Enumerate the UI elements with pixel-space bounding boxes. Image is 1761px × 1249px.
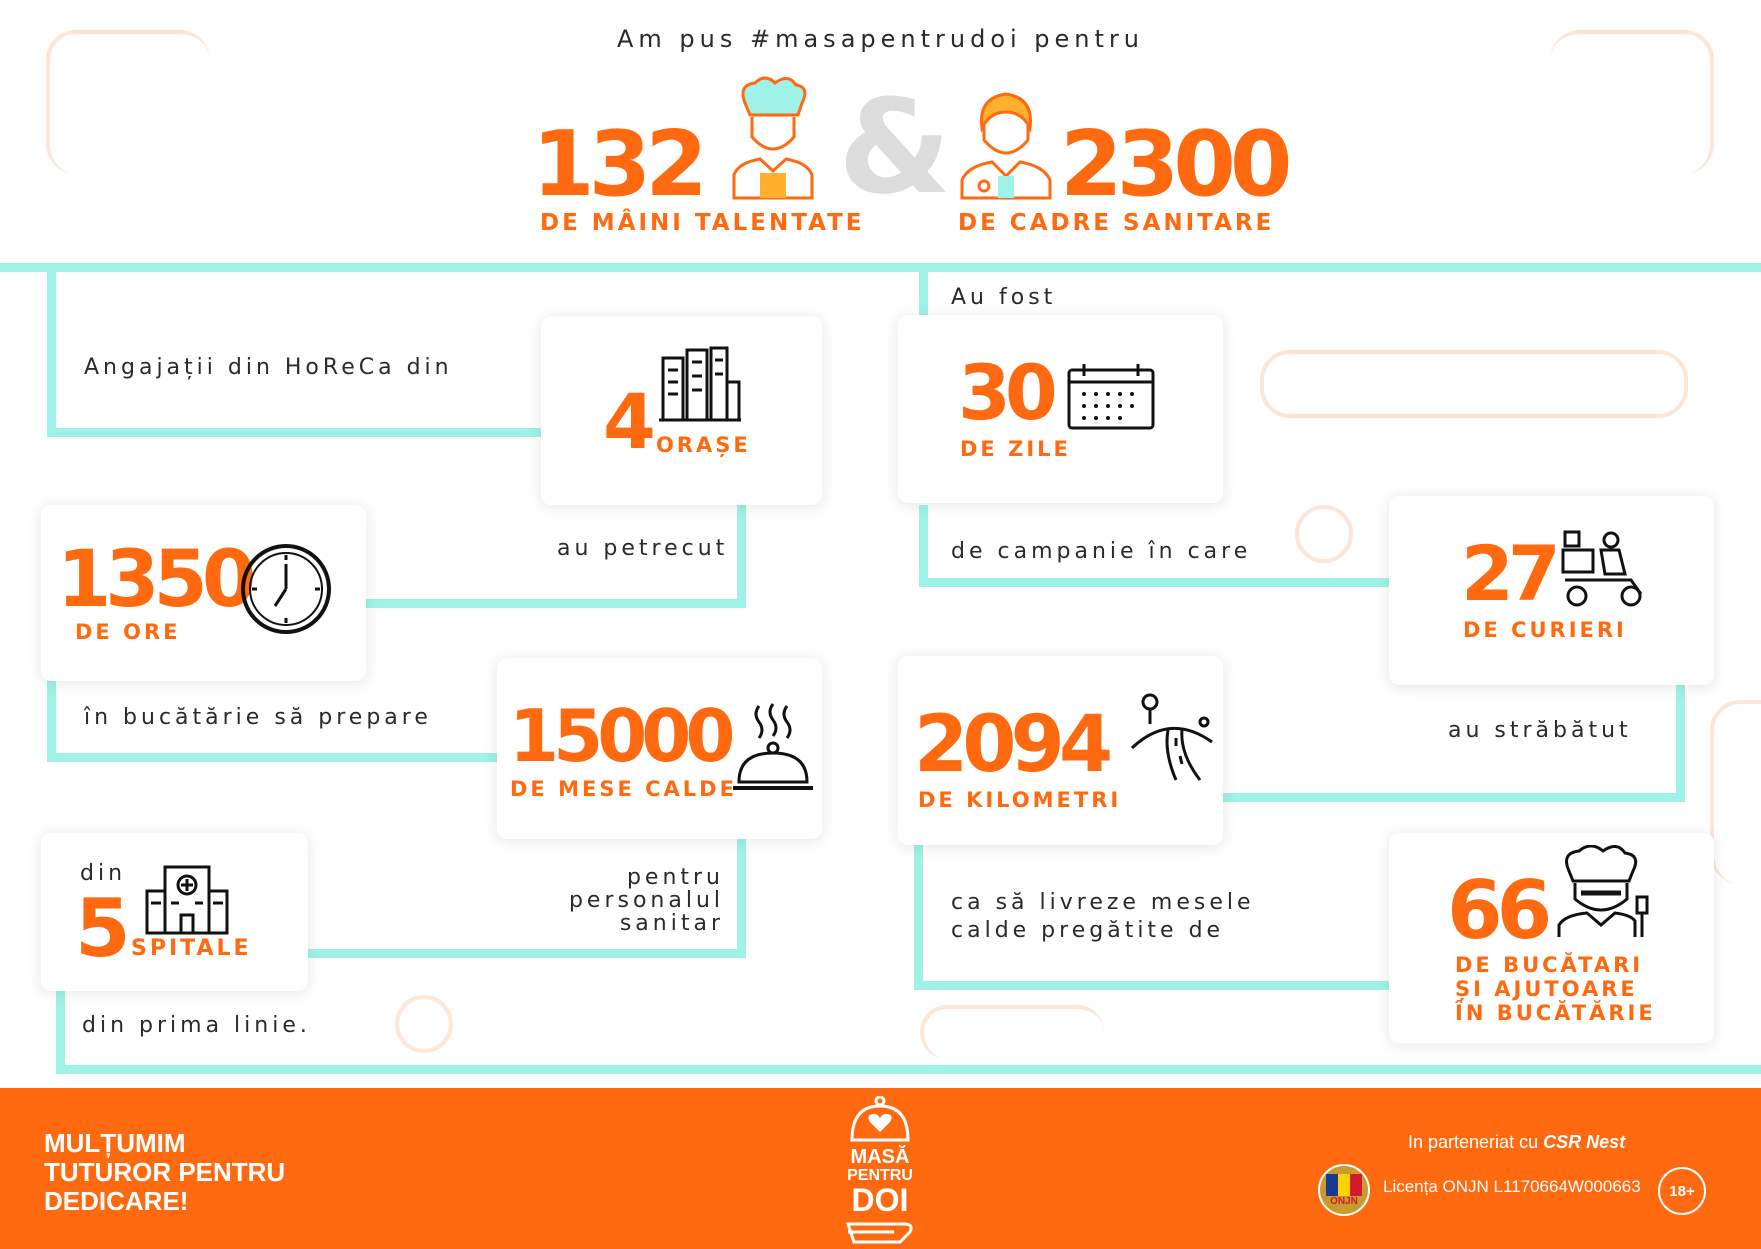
logo-line-3: DOI [851,1182,909,1218]
text-de-campanie: de campanie în care [951,539,1252,564]
line-a-horizontal [47,428,577,437]
line-c-vertical [737,505,746,608]
partner-name: CSR Nest [1543,1132,1626,1152]
delivery-scooter-icon [1561,530,1645,608]
text-pentru-3: sanitar [619,911,724,936]
calendar-icon [1066,362,1156,432]
stat-spitale-label: SPITALE [131,936,252,961]
stat-bucatari-number: 66 [1447,864,1547,957]
stat-km-label: DE KILOMETRI [918,788,1122,812]
header-number-right: 2300 [1060,112,1287,217]
header-label-left: DE MÂINI TALENTATE [540,210,865,236]
stat-orase-label: ORAȘE [656,433,751,457]
footer [0,1088,1761,1249]
decor-circle-2 [395,995,453,1053]
road-icon [1130,692,1214,782]
text-prima-linie: din prima linie. [82,1013,311,1038]
text-pentru-2: personalul [568,888,724,913]
decor-hook [920,1005,1104,1059]
text-au-petrecut: au petrecut [557,536,729,561]
stat-orase-number: 4 [603,377,650,466]
onjn-emblem-text: ONJN [1330,1196,1358,1207]
footer-thanks-1: MULȚUMIM [44,1128,186,1158]
onjn-emblem [1318,1164,1370,1216]
stat-mese-number: 15000 [509,694,730,778]
text-livreze-1: ca să livreze mesele [951,890,1255,915]
card-zile [898,315,1223,503]
line-f-horizontal [1188,793,1685,802]
text-au-strabatut: au străbătut [1448,718,1632,743]
line-c-horizontal [342,599,746,608]
card-bucatari [1389,833,1714,1043]
footer-thanks-2: TUTUROR PENTRU [44,1157,286,1187]
line-d-vertical [919,505,928,587]
stat-bucatari-label-3: ÎN BUCĂTĂRIE [1455,1001,1656,1025]
text-din: din [80,861,127,886]
logo-line-2: PENTRU [847,1167,913,1184]
card-orase [541,316,822,505]
card-ore [41,505,366,681]
line-i-vertical [56,990,65,1074]
masa-pentru-doi-logo [840,1096,920,1246]
line-g-vertical [737,838,746,958]
age-badge [1658,1167,1706,1215]
card-spitale [41,833,308,991]
onjn-flag [1326,1174,1362,1196]
stat-spitale-number: 5 [75,882,125,975]
clock-icon [239,542,333,636]
line-h-horizontal [914,981,1394,990]
age-text: 18+ [1669,1182,1695,1200]
stat-curieri-label: DE CURIERI [1463,618,1627,642]
card-curieri [1389,496,1714,685]
header-intro: Am pus #masapentrudoi pentru [616,25,1145,53]
line-d-horizontal [919,578,1417,587]
partner-line [1408,1132,1625,1153]
hospital-icon [145,865,229,935]
stat-zile-label: DE ZILE [960,437,1071,461]
text-in-bucatarie: în bucătărie să prepare [84,705,432,730]
line-e-vertical [47,680,56,762]
footer-thanks-3: DEDICARE! [44,1186,189,1216]
decor-circle [1295,505,1353,563]
line-g-horizontal [286,949,746,958]
stat-ore-number: 1350 [57,535,251,625]
line-b-vertical [919,263,928,315]
line-e-horizontal [47,753,513,762]
line-a-vertical [47,263,56,437]
doctor-icon [958,88,1054,200]
decor-hook-2 [1710,700,1761,884]
logo-line-1: MASĂ [850,1146,910,1168]
text-livreze-2: calde pregătite de [951,918,1225,943]
decor-squiggle [1260,350,1688,418]
stat-zile-number: 30 [958,348,1052,437]
city-buildings-icon [659,346,741,422]
stat-bucatari-label-2: ȘI AJUTOARE [1455,977,1638,1001]
stat-curieri-number: 27 [1461,529,1555,618]
card-mese [497,658,822,839]
header-label-right: DE CADRE SANITARE [958,210,1275,236]
line-bottom [56,1065,1761,1074]
license-text: Licența ONJN L1170664W000663 [1383,1177,1641,1196]
text-horeca: Angajații din HoReCa din [84,355,453,380]
stat-bucatari-label-1: DE BUCĂTARI [1455,953,1644,977]
food-cloche-icon [731,702,815,796]
line-top [0,263,1761,272]
hand-icon [844,1218,916,1246]
ampersand: & [838,71,952,223]
stat-ore-label: DE ORE [75,620,181,644]
text-pentru-1: pentru [626,865,724,890]
heart-cloche-icon [848,1096,912,1144]
cook-icon [1555,845,1649,939]
line-h-vertical [914,845,923,990]
header-number-left: 132 [532,112,702,217]
stat-mese-label: DE MESE CALDE [510,777,737,801]
stat-km-number: 2094 [914,700,1108,790]
line-f-vertical [1676,685,1685,802]
chef-icon [730,75,816,200]
card-km [898,656,1223,845]
partner-prefix: In parteneriat cu [1408,1132,1539,1152]
text-au-fost: Au fost [951,285,1057,310]
